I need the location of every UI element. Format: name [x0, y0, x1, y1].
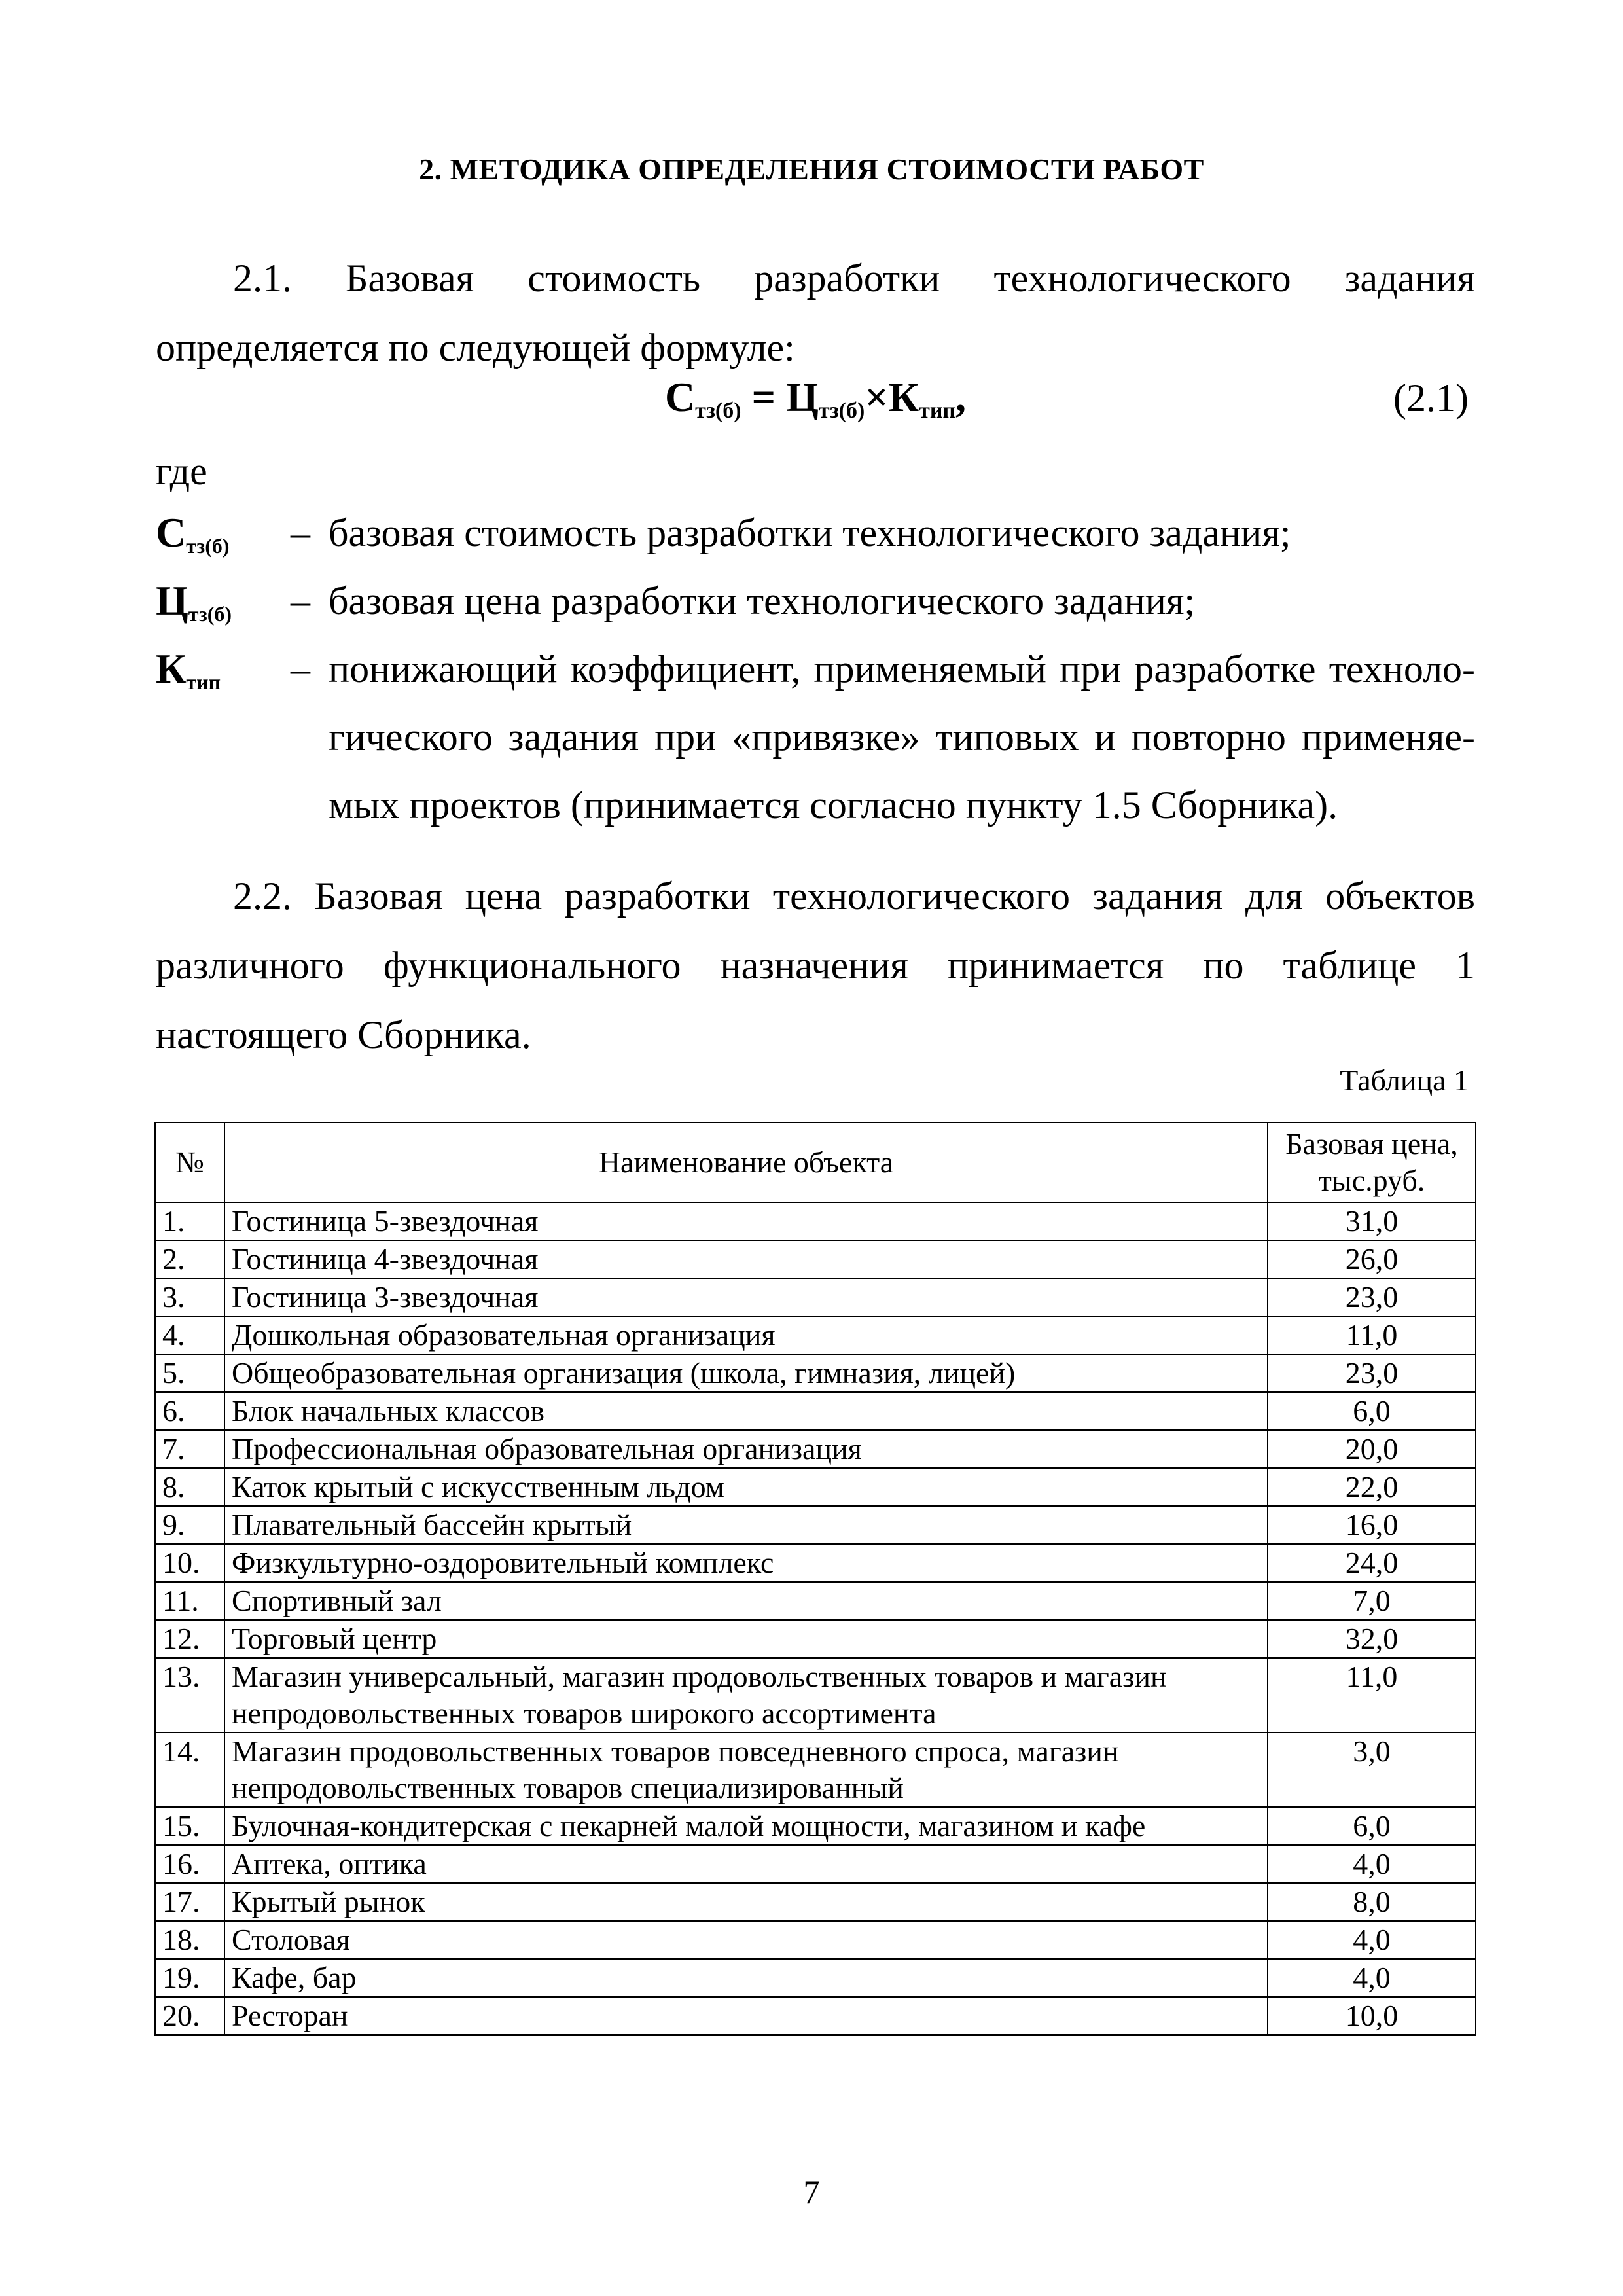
row-object-name: Ресторан — [224, 1997, 1268, 2035]
formula-c-symbol: С — [664, 374, 696, 420]
row-object-name: Гостиница 5-звездочная — [224, 1202, 1268, 1240]
formula-c-subscript: тз(б) — [695, 399, 741, 423]
row-number: 14. — [155, 1732, 224, 1807]
definition-text: базовая цена разработки технологического задания; — [329, 579, 1196, 622]
row-object-name: Гостиница 4-звездочная — [224, 1240, 1268, 1278]
row-number: 9. — [155, 1506, 224, 1544]
row-base-price: 31,0 — [1268, 1202, 1476, 1240]
row-object-name: Каток крытый с искусственным льдом — [224, 1468, 1268, 1506]
table-row — [155, 1997, 1476, 2035]
row-base-price: 8,0 — [1268, 1883, 1476, 1921]
row-number: 7. — [155, 1430, 224, 1468]
formula-comma: , — [955, 374, 967, 420]
table-row — [155, 1620, 1476, 1658]
row-object-name: Торговый центр — [224, 1620, 1268, 1658]
row-base-price: 24,0 — [1268, 1544, 1476, 1582]
table-row — [155, 1732, 1476, 1807]
row-number: 13. — [155, 1658, 224, 1732]
formula-k-subscript: тип — [919, 399, 956, 423]
row-number: 8. — [155, 1468, 224, 1506]
table-row — [155, 1658, 1476, 1732]
row-base-price: 11,0 — [1268, 1316, 1476, 1354]
table-row — [155, 1582, 1476, 1620]
row-number: 18. — [155, 1921, 224, 1959]
row-object-name: Общеобразовательная организация (школа, гимназия, лицей) — [224, 1354, 1268, 1392]
row-base-price: 26,0 — [1268, 1240, 1476, 1278]
row-object-name: Магазин продовольственных товаров повседневного спроса, магазин непродовольственных товаров специализированный — [224, 1732, 1268, 1807]
formula-k-symbol: К — [888, 374, 919, 420]
row-object-name: Аптека, оптика — [224, 1845, 1268, 1883]
row-base-price: 11,0 — [1268, 1658, 1476, 1732]
table-row — [155, 1240, 1476, 1278]
row-object-name: Магазин универсальный, магазин продовольственных товаров и магазин непродовольственных товаров широкого ассортимента — [224, 1658, 1268, 1732]
definition-dash: – — [291, 579, 310, 622]
table-row — [155, 1392, 1476, 1430]
row-number: 10. — [155, 1544, 224, 1582]
row-number: 17. — [155, 1883, 224, 1921]
definition-symbol: $Ц_{тз(б)}$ — [156, 577, 232, 626]
row-object-name: Плавательный бассейн крытый — [224, 1506, 1268, 1544]
row-base-price: 23,0 — [1268, 1278, 1476, 1316]
definition-text: понижающий коэффициент, применяемый при разработке технологического задания при «привязке» типовых и повторно применяемых проектов (принимается согласно пункту 1.5 Сборника). — [329, 647, 1475, 827]
row-number: 16. — [155, 1845, 224, 1883]
row-base-price: 4,0 — [1268, 1921, 1476, 1959]
row-base-price: 7,0 — [1268, 1582, 1476, 1620]
formula-times: × — [865, 374, 889, 420]
price-table — [154, 1122, 1476, 2036]
definition-text: базовая стоимость разработки технологического задания; — [329, 511, 1291, 554]
row-object-name: Булочная-кондитерская с пекарней малой мощности, магазином и кафе — [224, 1807, 1268, 1845]
row-number: 12. — [155, 1620, 224, 1658]
table-row — [155, 1845, 1476, 1883]
row-number: 3. — [155, 1278, 224, 1316]
row-object-name: Столовая — [224, 1921, 1268, 1959]
row-base-price: 6,0 — [1268, 1807, 1476, 1845]
table-row — [155, 1544, 1476, 1582]
header-object-name: Наименование объекта — [224, 1122, 1268, 1202]
formula-p-subscript: тз(б) — [818, 399, 865, 423]
table-row — [155, 1278, 1476, 1316]
paragraph-2-1: 2.1. Базовая стоимость разработки технологического задания определяется по следующей формуле: — [156, 257, 1475, 369]
definition-p — [156, 567, 1475, 635]
row-base-price: 6,0 — [1268, 1392, 1476, 1430]
table-row — [155, 1959, 1476, 1997]
table-row — [155, 1921, 1476, 1959]
table-caption: Таблица 1 — [1340, 1064, 1469, 1097]
table-header-row — [155, 1122, 1476, 1202]
row-object-name: Крытый рынок — [224, 1883, 1268, 1921]
row-object-name: Профессиональная образовательная организация — [224, 1430, 1268, 1468]
row-number: 19. — [155, 1959, 224, 1997]
definition-symbol: $К_{тип}$ — [156, 645, 221, 694]
row-base-price: 4,0 — [1268, 1959, 1476, 1997]
equation-number: (2.1) — [1393, 376, 1469, 420]
row-object-name: Гостиница 3-звездочная — [224, 1278, 1268, 1316]
formula-2-1 — [156, 373, 1475, 423]
page-number: 7 — [803, 2174, 820, 2210]
row-object-name: Физкультурно-оздоровительный комплекс — [224, 1544, 1268, 1582]
table-row — [155, 1883, 1476, 1921]
row-base-price: 16,0 — [1268, 1506, 1476, 1544]
formula-line — [156, 373, 1475, 432]
where-label: где — [156, 450, 207, 493]
definition-symbol: $С_{тз(б)}$ — [156, 509, 230, 558]
row-number: 1. — [155, 1202, 224, 1240]
definition-k — [156, 635, 1475, 839]
row-number: 5. — [155, 1354, 224, 1392]
row-base-price: 4,0 — [1268, 1845, 1476, 1883]
row-base-price: 22,0 — [1268, 1468, 1476, 1506]
definition-dash: – — [291, 511, 310, 554]
row-number: 11. — [155, 1582, 224, 1620]
table-row — [155, 1354, 1476, 1392]
table-row — [155, 1468, 1476, 1506]
section-heading: 2. МЕТОДИКА ОПРЕДЕЛЕНИЯ СТОИМОСТИ РАБОТ — [419, 152, 1204, 186]
row-base-price: 32,0 — [1268, 1620, 1476, 1658]
row-object-name: Кафе, бар — [224, 1959, 1268, 1997]
formula-equals: = — [741, 374, 787, 420]
row-object-name: Спортивный зал — [224, 1582, 1268, 1620]
row-number: 15. — [155, 1807, 224, 1845]
table-row — [155, 1430, 1476, 1468]
table-row — [155, 1202, 1476, 1240]
table-row — [155, 1316, 1476, 1354]
header-base-price: Базовая цена, тыс.руб. — [1268, 1122, 1476, 1202]
row-number: 4. — [155, 1316, 224, 1354]
row-object-name: Блок начальных классов — [224, 1392, 1268, 1430]
definition-dash: – — [291, 647, 310, 691]
row-base-price: 20,0 — [1268, 1430, 1476, 1468]
row-number: 6. — [155, 1392, 224, 1430]
definition-c — [156, 499, 1475, 567]
row-object-name: Дошкольная образовательная организация — [224, 1316, 1268, 1354]
row-base-price: 23,0 — [1268, 1354, 1476, 1392]
row-number: 20. — [155, 1997, 224, 2035]
row-base-price: 3,0 — [1268, 1732, 1476, 1807]
row-number: 2. — [155, 1240, 224, 1278]
paragraph-2-2: 2.2. Базовая цена разработки технологического задания для объектов различного функционального назначения принимается по таблице 1 настоящего Сборника. — [156, 874, 1475, 1056]
table-row — [155, 1506, 1476, 1544]
row-base-price: 10,0 — [1268, 1997, 1476, 2035]
formula-p-symbol: Ц — [786, 374, 819, 420]
table-row — [155, 1807, 1476, 1845]
header-number: № — [155, 1122, 224, 1202]
